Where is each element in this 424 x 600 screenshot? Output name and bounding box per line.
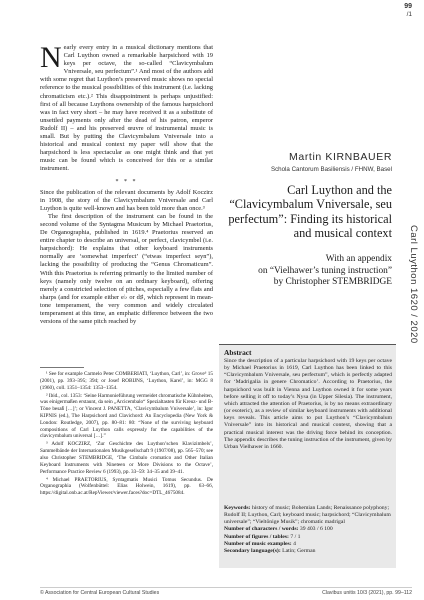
abstract-text: Since the description of a particular harpsichord with 19 keys per octave by Michael Praetorius in 1619, Carl Luython has been linked to this “Clavicymbalum Vniversale, seu perfectum”, which is perfectly adapted for ‘Madrigalia in genere Chromatico’. According to Praetorius, the harpsichord was built in Vienna and Luython owned it for some years before selling it off to today’s Nysa (in Upper Silesia). The instrument, which attracted the attention of Praetorius, is by no means extraordinary (or esoteric), as a review of similar keyboard instruments with additional keys reveals. This article aims to put Luython’s “Clavicymbalum Vniversale” into its historical and musical context, showing that a practical musical interest was the driving force behind its conception. The appendix describes the tuning instruction of the instrument, given by Urban Vielhawer in 1660. [224, 358, 392, 450]
abstract-metadata [224, 505, 392, 555]
paragraph-2: Since the publication of the relevant documents by Adolf Koczirz in 1908, the story of the Clavicymbalum Vniversale and Carl Luython is quite well-known and has been told more than once.³ [40, 188, 213, 212]
page-number-main: 99 [404, 3, 412, 10]
keywords-value: history of music; Bohemian Lands; Renaissance polyphony; Rudolf II; Luython, Carl; keyboard music; harpsichord; “Clavicymbalum universale”; “Vieltönige Musik”; chromatic madrigal [224, 505, 391, 526]
footer-citation: Clavibus unitis 10/3 (2021), pp. 99–112 [322, 590, 412, 596]
subtitle-line-2: on “Vielhawer’s tuning instruction” [258, 265, 392, 276]
examples-label: Number of music examples: [224, 540, 292, 547]
figures-label: Number of figures / tables: [224, 533, 289, 540]
paragraph-1 [40, 41, 213, 174]
examples-count [224, 541, 392, 548]
languages-label: Secondary language(s): [224, 547, 281, 554]
article-title: Carl Luython and the “Clavicymbalum Vniversale, seu perfectum”: Finding its historical and musical context [228, 183, 392, 241]
languages-value: Latin; German [280, 547, 316, 554]
page-number [404, 3, 412, 19]
examples-value: 4 [291, 540, 296, 547]
footnote-1: ¹ See for example Carmelo Peter COMBERIATI, ‘Luython, Carl’, in: Grove⁶ 15 (2001), pp. 393–395; 394; or Josef ROBIJNS, ‘Luython, Karel’, in: MGG 8 (1960), coll. 1351–1354: 1353–1354. [40, 371, 213, 391]
paragraph-3: The first description of the instrument can be found in the second volume of the Syntagma Musicum by Michael Praetorius, De Organographia, published in 1619.⁴ Praetorius reserved an entire chapter to describe an universal, or perfect, clavicymbel (i.e. harpsichord): He explains that other keyboard instruments normally are ‘somewhat imperfect’ (“etwas imperfect seyn”), lacking the possibility of producing the “Genus Chromaticum”. With this Praetorius is referring primarily to the limited number of keys (namely only twelve on an ordinary keyboard), offering merely a constricted selection of pitches, especially a few flats and sharps (and for example either e♭ or d♯, which represent in mean-tone temperament, the very common and widely circulated temperament at this time, an emphatic difference between the two versions of the same pitch reached by [40, 212, 213, 326]
section-separator: * * * [115, 178, 138, 185]
footnote-2: ² Ibid., col. 1353: ‘Seine Harmonieführung vermeidet chromatische Kühnheiten, was einigermaßen erstaunt, da sein „Arcicembalo“ Spezialtasten für Kreuz- und B-Töne besaß […]’; or Vincent J. PANETTA, ‘Clavicymbalum Vniversale’, in: Igor KIPNIS (ed.), The Harpsichord and Clavichord: An Encyclopedia (New York & London: Routledge, 2007), pp. 80–81: 80: “None of the surviving keyboard compositions of Carl Luython calls expressly for the capabilities of the clavicymbalum universal […].” [40, 392, 213, 440]
characters-count [224, 526, 392, 533]
keywords-label: Keywords: [224, 505, 251, 511]
subtitle-line-3: by Christopher STEMBRIDGE [273, 277, 392, 288]
characters-label: Number of characters / words: [224, 526, 299, 533]
footnote-separator [40, 367, 84, 368]
paragraph-1-text: early every entry in a musical dictionary mentions that Carl Luython owned a remarkable harpsichord with 19 keys per octave, the so-called “Clavicymbalum Vniversale, seu perfectum”.¹ And most of the authors add with some regret that Luython’s preserved music shows no special reference to the musical possibilities of this instrument (i.e. lacking chromaticism etc.).² This disappointment is perhaps unjustified: first of all because Luythons ownership of the famous harpsichord was in fact very short – he may have received it as a substitute of unsettled payments only after the dead of his patron, emperor Rudolf II) – and his preserved œuvre of instrumental music is small. But by putting the Clavicymbalum Vniversale into a historical and musical context my paper will show that the harpsichord is less spectacular as one might think and that yet music can be found which is conceived for this or a similar instrument. [40, 44, 213, 173]
subtitle-line-1: With an appendix [325, 254, 392, 264]
main-text-column [40, 41, 213, 326]
footnote-3: ³ Adolf KOCZIRZ, ‘Zur Geschichte des Luython’schen Klavizimbels’, Sammelbände der Internationalen Musikgesellschaft 9 (1907/08), pp. 565–570; see also Christopher STEMBRIDGE, ‘The Cimbalo cromatico and Other Italian Keyboard Instruments with Nineteen or More Divisions to the Octave’, Performance Practice Review 6 (1993), pp. 33–59: 34–35 and 39–41. [40, 441, 213, 475]
languages [224, 548, 392, 555]
footer-copyright: © Association for Central European Cultural Studies [40, 590, 160, 596]
side-label-text: Carl Luython 1620 / 2020 [408, 225, 419, 344]
keywords [224, 505, 392, 526]
footnote-4: ⁴ Michael PRAETORIUS, Syntagmatis Musici Tomus Secundus. De Organographia (Wolfenbüttel: Elias Holwein, 1619), pp. 63–66, https://digital.onb.ac.at/RepViewer/viewer.faces?doc=DTL_4675084. [40, 476, 213, 497]
figures-count [224, 534, 392, 541]
author-affiliation: Schola Cantorum Basiliensis / FHNW, Basel [270, 166, 392, 173]
page-number-sub: /1 [406, 11, 412, 18]
characters-value: 39 403 / 6 100 [298, 526, 333, 533]
abstract-heading: Abstract [224, 348, 252, 357]
side-label [406, 225, 420, 365]
footer-rule [40, 587, 412, 588]
abstract-top-rule [219, 344, 396, 345]
article-subtitle [222, 254, 392, 289]
abstract-box [219, 344, 396, 568]
footnotes [40, 371, 213, 498]
author-name: Martin KIRNBAUER [289, 151, 392, 163]
figures-value: 7 / 1 [288, 533, 301, 540]
drop-cap: N [40, 41, 62, 74]
